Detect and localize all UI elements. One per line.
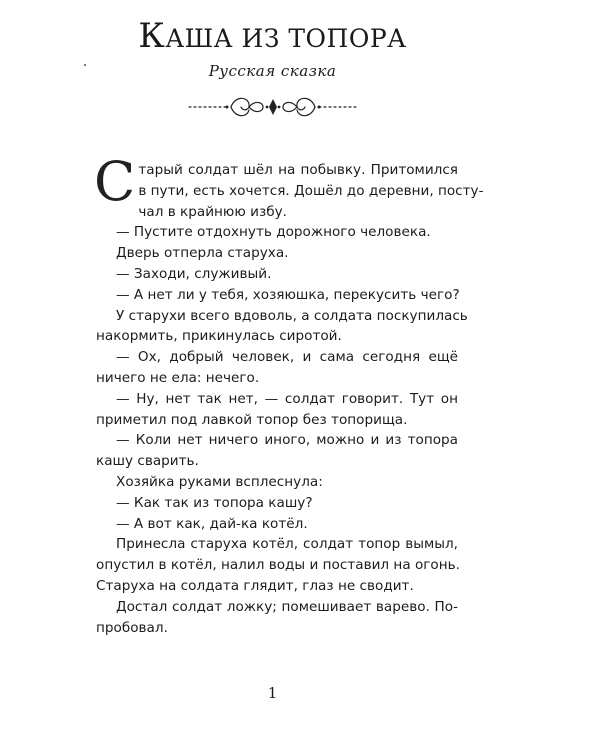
- text-line: — Как так из топора кашу?: [116, 494, 313, 511]
- paragraph-14: [96, 597, 458, 639]
- text-line: — А вот как, дай-ка котёл.: [116, 515, 308, 532]
- ornament-divider-icon: [183, 90, 363, 124]
- text-line: в пути, есть хочется. Дошёл до деревни, посту-: [138, 182, 484, 199]
- text-line: приметил под лавкой топор без топорища.: [96, 411, 408, 428]
- title-rest: АША ИЗ ТОПОРА: [165, 24, 407, 53]
- text-line: — Заходи, служивый.: [116, 265, 272, 282]
- text-line: Хозяйка руками всплеснула:: [116, 473, 323, 490]
- text-line: — Ну, нет так нет, — солдат говорит. Тут он: [116, 390, 458, 407]
- text-line: опустил в котёл, налил воды и поставил на огонь.: [96, 557, 460, 574]
- text-line: Старуха на солдата глядит, глаз не сводит.: [96, 577, 414, 594]
- paragraph-6: [96, 306, 468, 348]
- text-line: чал в крайнюю избу.: [138, 203, 287, 220]
- paragraph-2: [96, 222, 458, 243]
- paragraph-12: [96, 514, 458, 535]
- paragraph-9: [96, 430, 458, 472]
- text-line: Принесла старуха котёл, солдат топор вымыл,: [116, 536, 458, 553]
- page-subtitle: Русская сказка: [208, 62, 337, 80]
- text-line: — Ох, добрый человек, и сама сегодня ещё: [116, 349, 458, 366]
- text-line: У старухи всего вдоволь, а солдата поскупилась: [116, 307, 468, 324]
- paragraph-10: [96, 472, 458, 493]
- paragraph-13: [96, 534, 458, 596]
- text-line: Достал солдат ложку; помешивает варево. По-: [116, 598, 458, 615]
- text-line: — Коли нет ничего иного, можно и из топора: [116, 432, 458, 449]
- text-line: пробовал.: [96, 619, 168, 636]
- title-capital: К: [138, 16, 166, 56]
- text-line: ничего не ела: нечего.: [96, 369, 260, 386]
- page-number: 1: [267, 684, 278, 702]
- text-line: Дверь отперла старуха.: [116, 245, 289, 262]
- paragraph-8: [96, 389, 458, 431]
- paragraph-11: [96, 493, 458, 514]
- text-line: — Пустите отдохнуть дорожного человека.: [116, 224, 431, 241]
- drop-cap: С: [94, 150, 136, 213]
- paragraph-1: [94, 150, 484, 222]
- text-line: накормить, прикинулась сиротой.: [96, 328, 342, 345]
- page-title: [0, 16, 545, 56]
- text-line: тарый солдат шёл на побывку. Притомился: [138, 162, 458, 178]
- paragraph-4: [96, 264, 458, 285]
- paragraph-5: [96, 285, 458, 306]
- story-text: [94, 150, 484, 638]
- text-line: кашу сварить.: [96, 453, 199, 470]
- text-line: — А нет ли у тебя, хозяюшка, перекусить чего?: [116, 286, 460, 303]
- paragraph-3: [96, 243, 458, 264]
- paragraph-7: [96, 347, 458, 389]
